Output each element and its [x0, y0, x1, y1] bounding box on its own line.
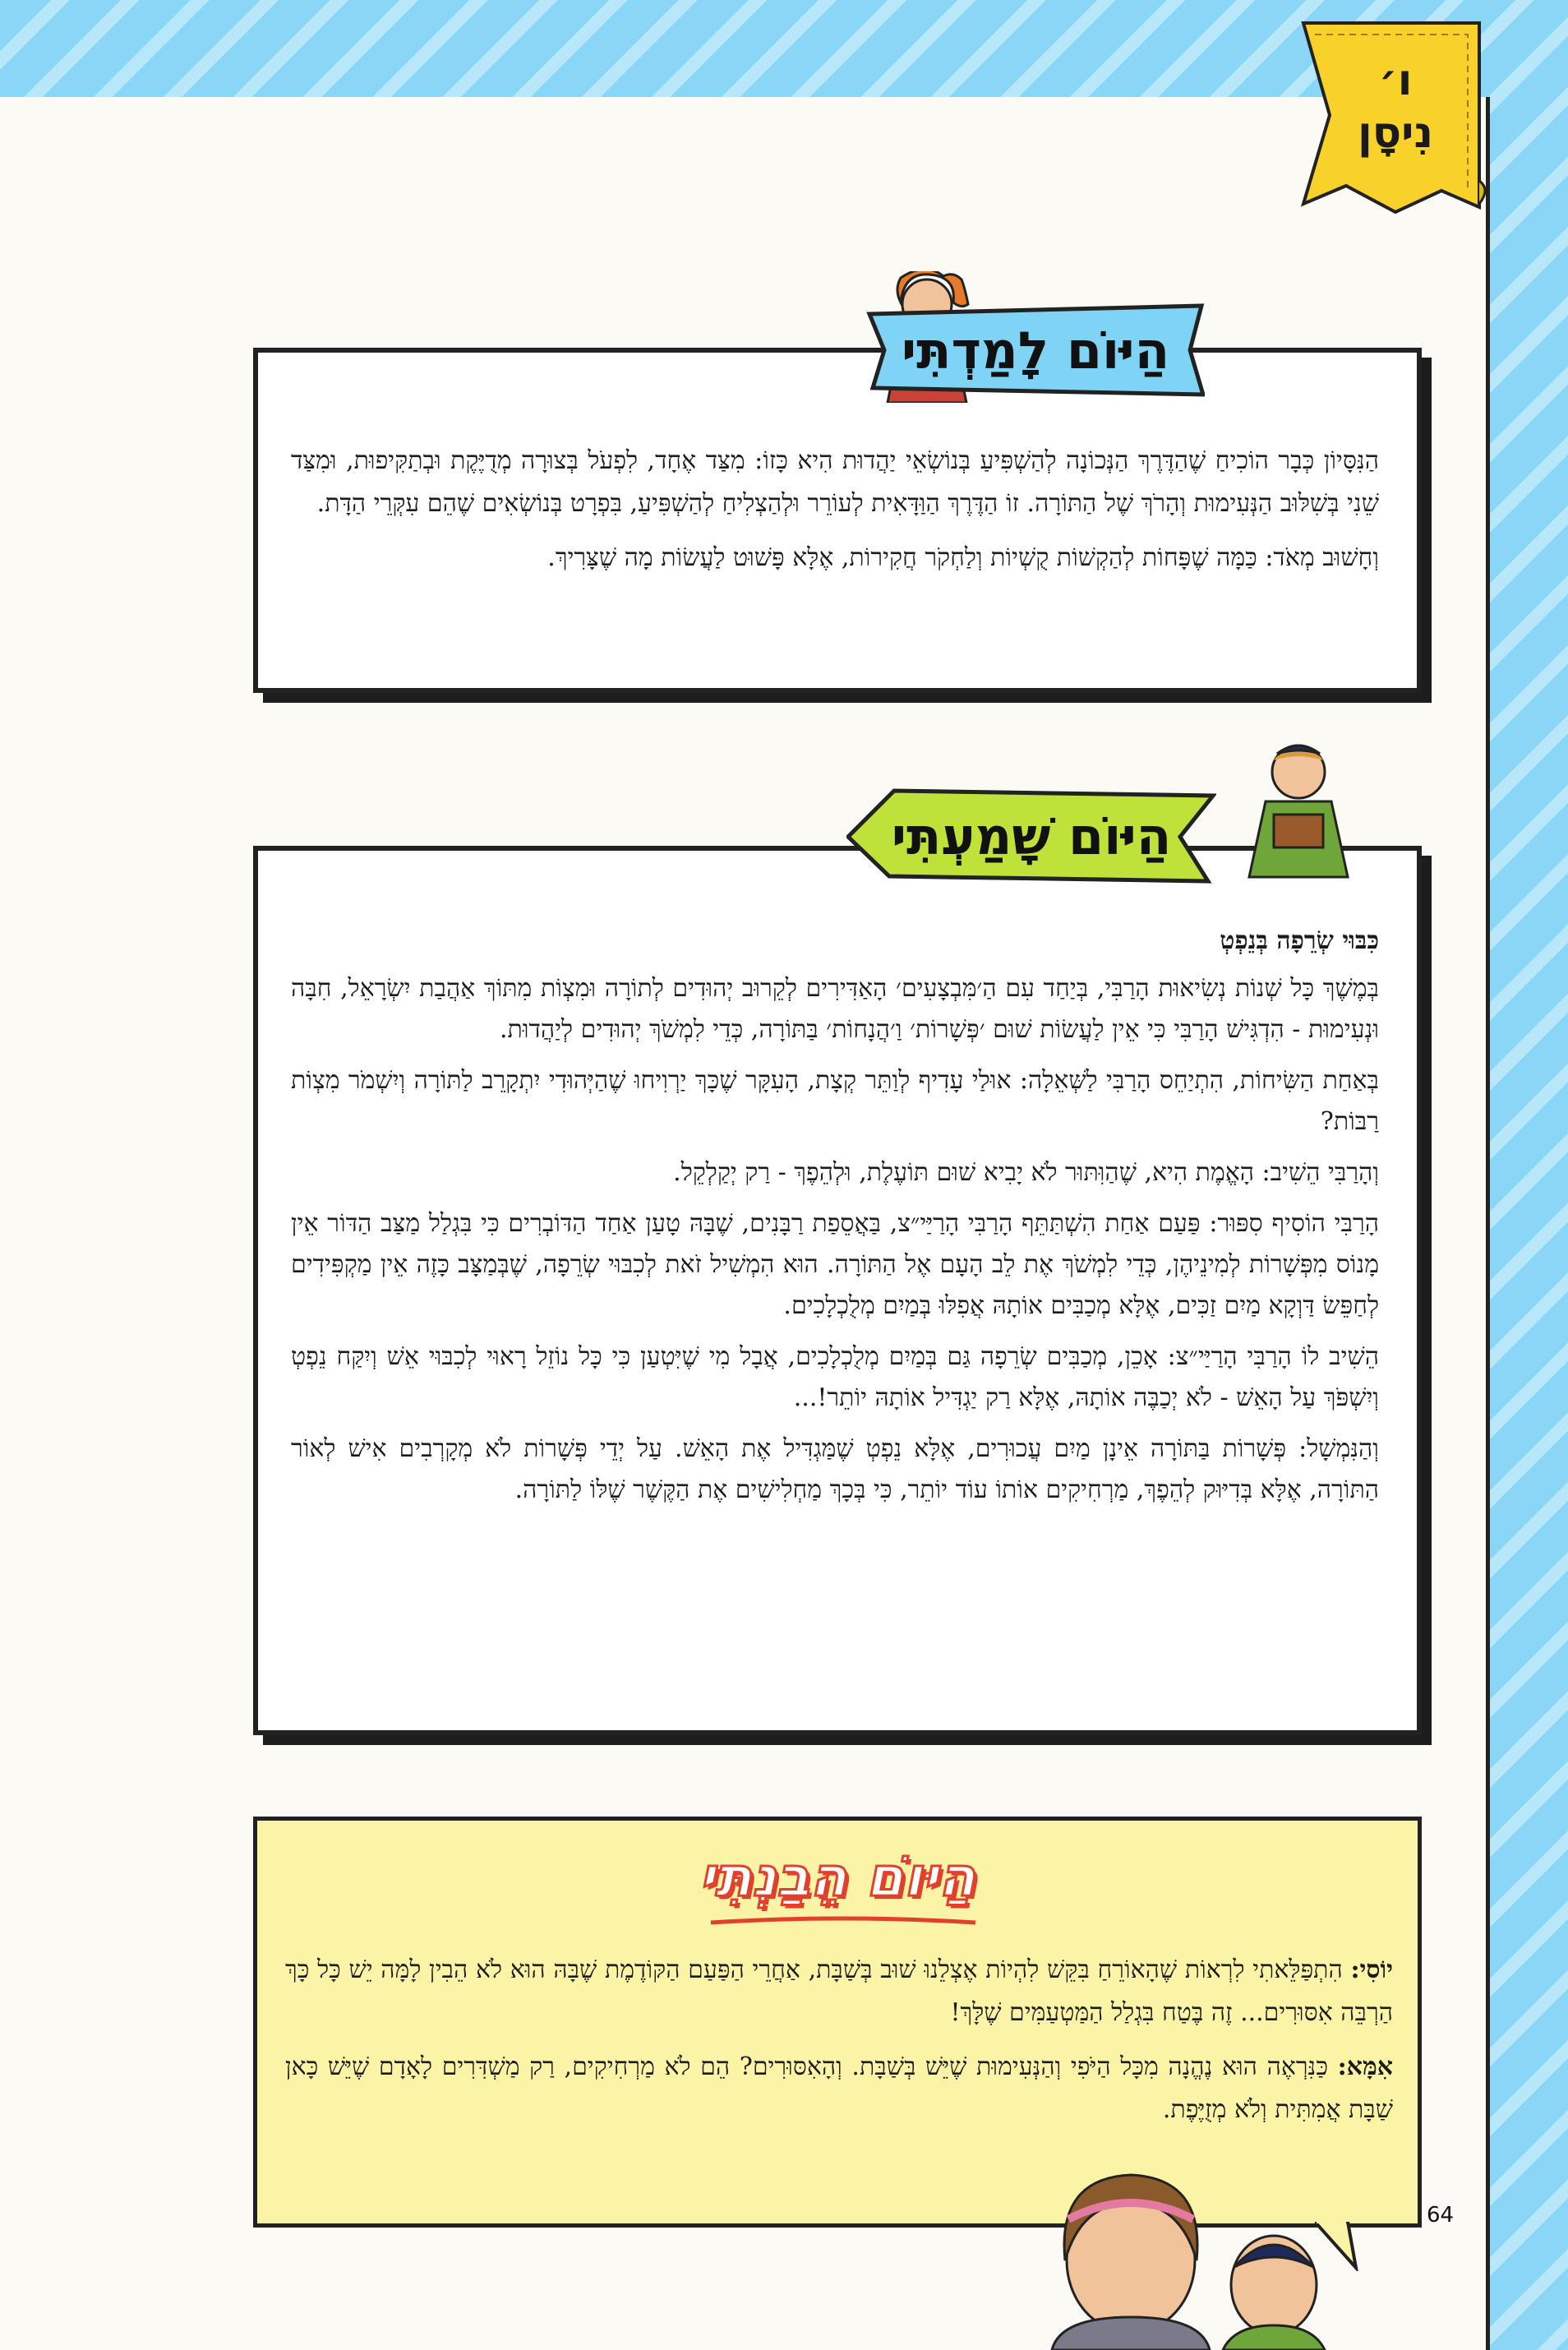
- learned-section: [253, 348, 1422, 693]
- dialogue-text: הִתְפַּלֵּאתִי לִרְאוֹת שֶׁהָאוֹרֵחַ בִּקֵּשׁ לִהְיוֹת אֶצְלֵנוּ שׁוּב בְּשַׁבָּת, אַחֲרֵי הַפַּעַם הַקּוֹדֶמֶת שֶׁבָּהּ הוּא לֹא הֵבִין לָמָּה יֵשׁ כָּל כָּךְ הַרְבֵּה אִסּוּרִים... זֶה בֶּטַח בִּגְלַל הַמַּטְעַמִּים שֶׁלָּךְ!: [285, 1955, 1393, 2027]
- speaker-name: יוֹסִי:: [1350, 1955, 1393, 1984]
- speaker-name: אִמָּא:: [1337, 2052, 1393, 2081]
- boy-reading-illustration: [1241, 736, 1364, 880]
- date-flag: [1297, 16, 1494, 222]
- understood-section: [253, 1817, 1422, 2228]
- learned-title: הַיּוֹם לָמַדְתִּי: [901, 320, 1170, 381]
- understood-title: הַיּוֹם הֵבַנְתִּי: [699, 1845, 976, 1909]
- learned-paragraph: הַנִּסָּיוֹן כְּבָר הוֹכִיחַ שֶׁהַדֶּרֶךְ הַנְּכוֹנָה לְהַשְׁפִּיעַ בְּנוֹשְׂאֵי יַהֲדוּת הִיא כָּזוֹ: מִצַּד אֶחָד, לִפְעֹל בְּצוּרָה מְדֻיֶּקֶת וּבְתַקִּיפוּת, וּמִצַּד שֵׁנִי בְּשִׁלּוּב הַנְּעִימוּת וְהָרֹךְ שֶׁל הַתּוֹרָה. זוֹ הַדֶּרֶךְ הַוַּדָּאִית לְעוֹרֵר וּלְהַצְלִיחַ לְהַשְׁפִּיעַ, בִּפְרָט בְּנוֹשְׂאִים שֶׁהֵם עִקְּרֵי הַדָּת.: [291, 446, 1379, 518]
- dialogue-line-yossi: [285, 1949, 1393, 2034]
- date-day: ו׳: [1378, 56, 1413, 105]
- date-month: נִיסָן: [1357, 108, 1434, 158]
- heard-paragraph: הָרַבִּי הוֹסִיף סִפּוּר: פַּעַם אַחַת הִשְׁתַּתֵּף הָרַבִּי הָרַיַּי״צ, בַּאֲסֵפַת רַבָּנִים, שֶׁבָּהּ טָעַן אַחַד הַדּוֹבְרִים כִּי בִּגְלַל מַצַּב הַדּוֹר אֵין מָנוֹס מִפְּשָׁרוֹת לְמִינֵיהֶן, כְּדֵי לִמְשֹׁךְ אֶת לֵב הָעָם אֶל הַתּוֹרָה. הוּא הִמְשִׁיל זֹאת לְכִבּוּי שְׂרֵפָה, שֶׁבְּמַצָּב כָּזֶה אֵין מַקְפִּידִים לְחַפֵּשׂ דַּוְקָא מַיִם זַכִּים, אֶלָּא מְכַבִּים אוֹתָהּ אֲפִלּוּ בְּמַיִם מְלֻכְלָכִים.: [291, 1209, 1379, 1320]
- heard-paragraph: וְהָרַבִּי הֵשִׁיב: הָאֱמֶת הִיא, שֶׁהַוִּתּוּר לֹא יָבִיא שׁוּם תּוֹעֶלֶת, וּלְהֵפֶךְ - רַק יְקַלְקֵל.: [673, 1158, 1379, 1187]
- heard-paragraph: וְהַנִּמְשָׁל: פְּשָׁרוֹת בַּתּוֹרָה אֵינָן מַיִם עֲכוּרִים, אֶלָּא נֵפְטְ שֶׁמַּגְדִּיל אֶת הָאֵשׁ. עַל יְדֵי פְּשָׁרוֹת לֹא מְקָרְבִים אִישׁ לְאוֹר הַתּוֹרָה, אֶלָּא בְּדִיּוּק לְהֵפֶךְ, מַרְחִיקִים אוֹתוֹ עוֹד יוֹתֵר, כִּי בְּכָךְ מַחְלִישִׁים אֶת הַקֶּשֶׁר שֶׁלּוֹ לַתּוֹרָה.: [291, 1434, 1379, 1504]
- dialogue-line-mother: [285, 2046, 1393, 2131]
- heard-title: הַיּוֹם שָׁמַעְתִּי: [891, 806, 1172, 866]
- page-number: 64: [1427, 2203, 1455, 2228]
- learned-paragraph: וְחָשׁוּב מְאֹד: כַּמָּה שֶׁפָּחוֹת לְהַקְשׁוֹת קֻשְׁיוֹת וְלַחְקֹר חֲקִירוֹת, אֶלָּא פָּשׁוּט לַעֲשׂוֹת מָה שֶׁצָּרִיךְ.: [547, 543, 1379, 572]
- heard-section: [253, 846, 1422, 1735]
- dialogue-text: כַּנִּרְאֶה הוּא נֶהֱנָה מִכָּל הַיֹּפִי וְהַנְּעִימוּת שֶׁיֵּשׁ בְּשַׁבָּת. וְהָאִסּוּרִים? הֵם לֹא מַרְחִיקִים, רַק מַשְׁדִּרִים לָאָדָם שֶׁיֵּשׁ כָּאן שַׁבָּת אֲמִתִּית וְלֹא מְזֻיֶּפֶת.: [285, 2052, 1393, 2124]
- heard-paragraph: בְּמֶשֶׁךְ כָּל שְׁנוֹת נְשִׂיאוּת הָרַבִּי, בְּיַחַד עִם הַ׳מִּבְצָעִים׳ הָאַדִּירִים לְקֵרוּב יְהוּדִים לְתוֹרָה וּמִצְוֹת מִתּוֹךְ אַהֲבַת יִשְׂרָאֵל, חִבָּה וּנְעִימוּת - הִדְגִּישׁ הָרַבִּי כִּי אֵין לַעֲשׂוֹת שׁוּם ׳פְּשָׁרוֹת׳ וַ׳הֲנָחוֹת׳ בַּתּוֹרָה, כְּדֵי לִמְשֹׁךְ יְהוּדִים לְיַהֲדוּת.: [291, 974, 1379, 1044]
- heard-paragraph: בְּאַחַת הַשִּׂיחוֹת, הִתְיַחֵס הָרַבִּי לַשְּׁאֵלָה: אוּלַי עָדִיף לְוַתֵּר קְצָת, הָעִקָּר שֶׁכָּךְ יַרְוִיחוּ שֶׁהַיְּהוּדִי יִתְקָרֵב לַתּוֹרָה וְיִשְׁמֹר מִצְוֹת רַבּוֹת?: [291, 1066, 1379, 1136]
- heard-paragraph: הֵשִׁיב לוֹ הָרַבִּי הָרַיַּי״צ: אָכֵן, מְכַבִּים שְׂרֵפָה גַּם בְּמַיִם מְלֻכְלָכִים, אֲבָל מִי שֶׁיִּטְעַן כִּי כָּל נוֹזֵל רָאוּי לְכִבּוּי אֵשׁ וְיִקַּח נֵפְטְ וְיִשְׁפֹּךְ עַל הָאֵשׁ - לֹא יְכַבֶּה אוֹתָהּ, אֶלָּא רַק יַגְדִּיל אוֹתָהּ יוֹתֵר!...: [291, 1342, 1379, 1412]
- mother-son-illustration: [1027, 2170, 1372, 2350]
- heard-banner: [846, 787, 1216, 884]
- title-underline: [708, 1916, 979, 1928]
- heard-subheading: כִּבּוּי שְׂרֵפָה בְּנֵפְטְ: [1220, 926, 1379, 955]
- learned-banner: [866, 302, 1205, 398]
